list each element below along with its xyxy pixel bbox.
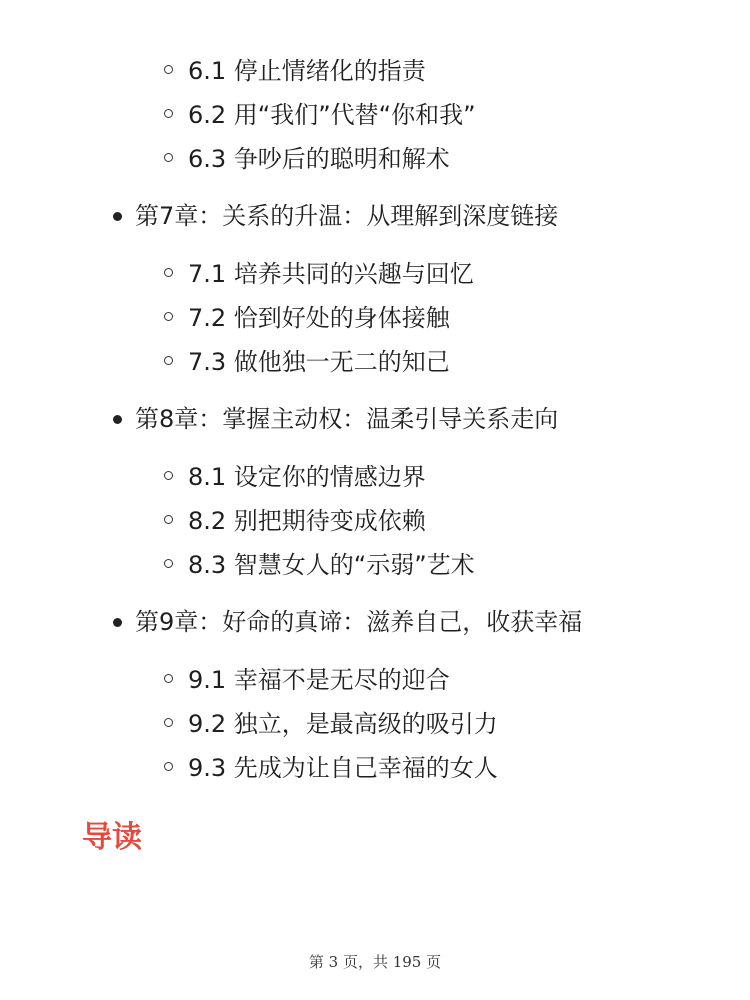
hollow-bullet-icon [164,559,173,568]
page-number-footer: 第 3 页，共 195 页 [308,953,442,971]
toc-subitem-label: 9.1 幸福不是无尽的迎合 [188,666,450,694]
toc-chapter-title: 第9章：好命的真谛：滋养自己，收获幸福 [135,608,583,636]
toc-subitem-label: 9.3 先成为让自己幸福的女人 [188,754,498,782]
filled-bullet-icon [113,212,122,221]
toc-subitem-label: 7.1 培养共同的兴趣与回忆 [188,260,474,288]
hollow-bullet-icon [164,471,173,480]
toc-subitem-label: 7.3 做他独一无二的知己 [188,348,450,376]
hollow-bullet-icon [164,312,173,321]
section-heading: 导读 [82,820,142,855]
hollow-bullet-icon [164,268,173,277]
filled-bullet-icon [113,415,122,424]
toc-subitem-label: 6.1 停止情绪化的指责 [188,57,426,85]
hollow-bullet-icon [164,515,173,524]
toc-subitem-label: 7.2 恰到好处的身体接触 [188,304,450,332]
toc-chapter-title: 第7章：关系的升温：从理解到深度链接 [135,202,559,230]
hollow-bullet-icon [164,65,173,74]
hollow-bullet-icon [164,674,173,683]
toc-subitem-label: 6.2 用“我们”代替“你和我” [188,101,476,129]
toc-subitem-label: 6.3 争吵后的聪明和解术 [188,145,450,173]
hollow-bullet-icon [164,109,173,118]
toc-chapter-title: 第8章：掌握主动权：温柔引导关系走向 [135,405,559,433]
hollow-bullet-icon [164,153,173,162]
toc-subitem-label: 8.1 设定你的情感边界 [188,463,426,491]
toc-subitem-label: 8.3 智慧女人的“示弱”艺术 [188,551,475,579]
toc-subitem-label: 9.2 独立，是最高级的吸引力 [188,710,498,738]
hollow-bullet-icon [164,718,173,727]
filled-bullet-icon [113,618,122,627]
hollow-bullet-icon [164,762,173,771]
toc-subitem-label: 8.2 别把期待变成依赖 [188,507,426,535]
hollow-bullet-icon [164,356,173,365]
